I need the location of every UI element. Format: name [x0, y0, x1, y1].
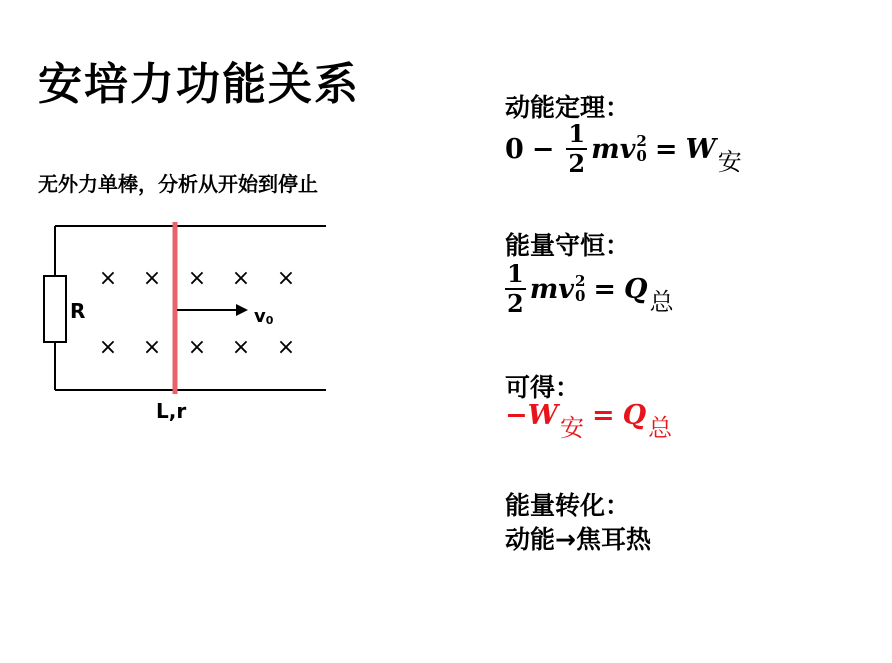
page-title: 安培力功能关系 [38, 59, 360, 110]
work-subscript: 安 [717, 147, 742, 176]
velocity-label [254, 306, 274, 327]
heat-subscript: 总 [649, 287, 674, 316]
heat-symbol: Q [622, 400, 647, 431]
field-mark: × [142, 335, 162, 360]
field-mark: × [187, 335, 207, 360]
heat-symbol: Q [624, 273, 648, 305]
zero-term: 0 [505, 133, 524, 165]
field-mark: × [276, 266, 296, 291]
field-mark: × [276, 335, 296, 360]
fraction-numerator: 1 [568, 119, 586, 148]
velocity-subscript: 0 [265, 314, 274, 327]
fraction-denominator: 2 [507, 289, 524, 318]
mv-term: mv [529, 273, 574, 305]
field-mark: × [187, 266, 207, 291]
half-fraction [566, 119, 587, 178]
fraction-denominator: 2 [568, 149, 586, 178]
superscript: 2 [574, 272, 586, 290]
field-mark: × [98, 335, 118, 360]
heat-subscript: 总 [648, 414, 673, 442]
field-mark: × [231, 266, 251, 291]
mv-sup-sub [636, 134, 646, 164]
rod-label: L,r [156, 399, 187, 423]
equals-sign: = [591, 400, 615, 431]
half-fraction [505, 259, 526, 318]
energy-conservation-heading: 能量守恒： [505, 231, 631, 260]
velocity-symbol: v [254, 306, 266, 327]
kinetic-theorem-heading: 动能定理： [505, 93, 631, 122]
magnetic-field-marks [99, 266, 295, 360]
subtitle: 无外力单棒，分析从开始到停止 [38, 172, 318, 196]
mv-term: mv [591, 133, 636, 165]
field-mark: × [231, 335, 251, 360]
subscript: 0 [574, 287, 586, 305]
equals-sign: = [593, 273, 617, 305]
subscript: 0 [636, 147, 647, 165]
equals-sign: = [654, 133, 678, 165]
energy-conservation-equation [505, 259, 674, 318]
energy-conversion-heading: 能量转化： [505, 491, 631, 520]
minus-sign: − [531, 133, 555, 165]
field-mark: × [142, 266, 162, 291]
resistor [44, 276, 66, 342]
kinetic-theorem-equation [505, 119, 742, 178]
work-subscript: 安 [559, 414, 584, 442]
field-mark: × [98, 266, 118, 291]
mv-sup-sub [575, 274, 585, 304]
superscript: 2 [636, 132, 647, 150]
result-equation [505, 398, 673, 442]
result-heading: 可得： [505, 373, 581, 402]
arrow-head-icon [236, 304, 248, 316]
fraction-numerator: 1 [507, 259, 524, 288]
work-symbol: W [685, 133, 716, 165]
resistor-label: R [70, 299, 86, 323]
energy-conversion-text: 动能→焦耳热 [505, 525, 651, 554]
negative-work-symbol: −W [505, 400, 558, 431]
